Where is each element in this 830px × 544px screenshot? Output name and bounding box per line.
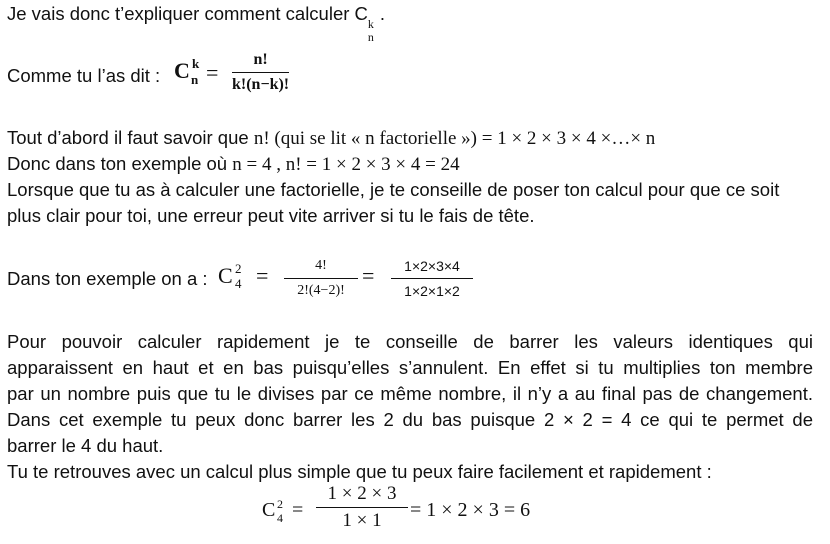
para2-line3: par un nombre puis que tu le divises par ce même nombre, il n’y a au final pas de changement. [7, 383, 813, 404]
fraction-bar [316, 507, 408, 508]
para1-line2-text: Donc dans ton exemple où [7, 153, 233, 174]
para2 [7, 329, 813, 485]
para1-line3: Lorsque que tu as à calculer une factorielle, je te conseille de poser ton calcul pour que ce soit [7, 179, 780, 200]
formula2-frac1-den: 2!(4−2)! [297, 283, 345, 298]
formula2-fraction2 [391, 256, 473, 301]
formula3-numerator: 1 × 2 × 3 [327, 483, 397, 504]
fraction-bar [391, 278, 473, 279]
formula3-result: = 1 × 2 × 3 = 6 [410, 499, 531, 521]
formula3-denominator: 1 × 1 [342, 510, 382, 531]
para2-line2: apparaissent en haut et en bas puisqu’elles s’annulent. En effet si tu multiplies ton membre [7, 357, 813, 378]
formula2-c-sub: 4 [235, 276, 242, 291]
intro-end: . [379, 3, 386, 24]
formula2-c-sup: 2 [235, 261, 242, 276]
formula2-eq2: = [362, 263, 375, 288]
formula2-frac2-den: 1×2×1×2 [404, 283, 460, 299]
fraction-bar [284, 278, 358, 279]
para2-line5: barrer le 4 du haut. [7, 435, 164, 456]
formula1-denominator: k!(n−k)! [232, 76, 290, 93]
formula1-eq: = [206, 60, 219, 85]
formula3-c-sup: 2 [277, 497, 283, 511]
formula2-frac2-num: 1×2×3×4 [404, 258, 460, 274]
formula3-eq1: = [292, 499, 304, 521]
formula1-fraction [232, 50, 289, 95]
intro-line [7, 2, 386, 44]
para2-line1: Pour pouvoir calculer rapidement je te conseille de barrer les valeurs identiques qui [7, 331, 813, 352]
formula1-c: C [174, 58, 190, 83]
intro-c-sup: k [367, 17, 374, 31]
formula1-c-sup: k [192, 56, 200, 71]
para1-line1-math: n! (qui se lit « n factorielle ») = 1 × 2 × 3 × 4 ×…× n [253, 128, 656, 149]
para1-line2 [7, 152, 460, 177]
para1-line1 [7, 126, 655, 151]
formula3-c-sub: 4 [277, 511, 283, 525]
formula2-c: C [218, 263, 233, 288]
formula2-frac1-num: 4! [315, 258, 327, 273]
intro-c-sub: n [367, 30, 374, 44]
formula1-lead: Comme tu l’as dit : [7, 65, 161, 86]
formula3-fraction [316, 483, 408, 532]
formula1-numerator: n! [253, 51, 268, 68]
formula2-lead: Dans ton exemple on a : [7, 268, 208, 289]
formula3-c: C [262, 499, 276, 521]
intro-text: Je vais donc t’expliquer comment calculer C [7, 3, 368, 24]
formula2-eq1: = [256, 263, 269, 288]
para1-line4: plus clair pour toi, une erreur peut vite arriver si tu le fais de tête. [7, 205, 535, 226]
para2-line6: Tu te retrouves avec un calcul plus simple que tu peux faire facilement et rapidement : [7, 461, 712, 482]
formula1-c-sub: n [191, 72, 199, 87]
para1-line1-text: Tout d’abord il faut savoir que [7, 127, 254, 148]
fraction-bar [232, 72, 289, 73]
formula2-fraction1 [284, 256, 358, 301]
para2-line4: Dans cet exemple tu peux donc barrer les 2 du bas puisque 2 × 2 = 4 ce qui te permet de [7, 409, 813, 430]
para1-line2-math: n = 4 , n! = 1 × 2 × 3 × 4 = 24 [232, 154, 460, 175]
